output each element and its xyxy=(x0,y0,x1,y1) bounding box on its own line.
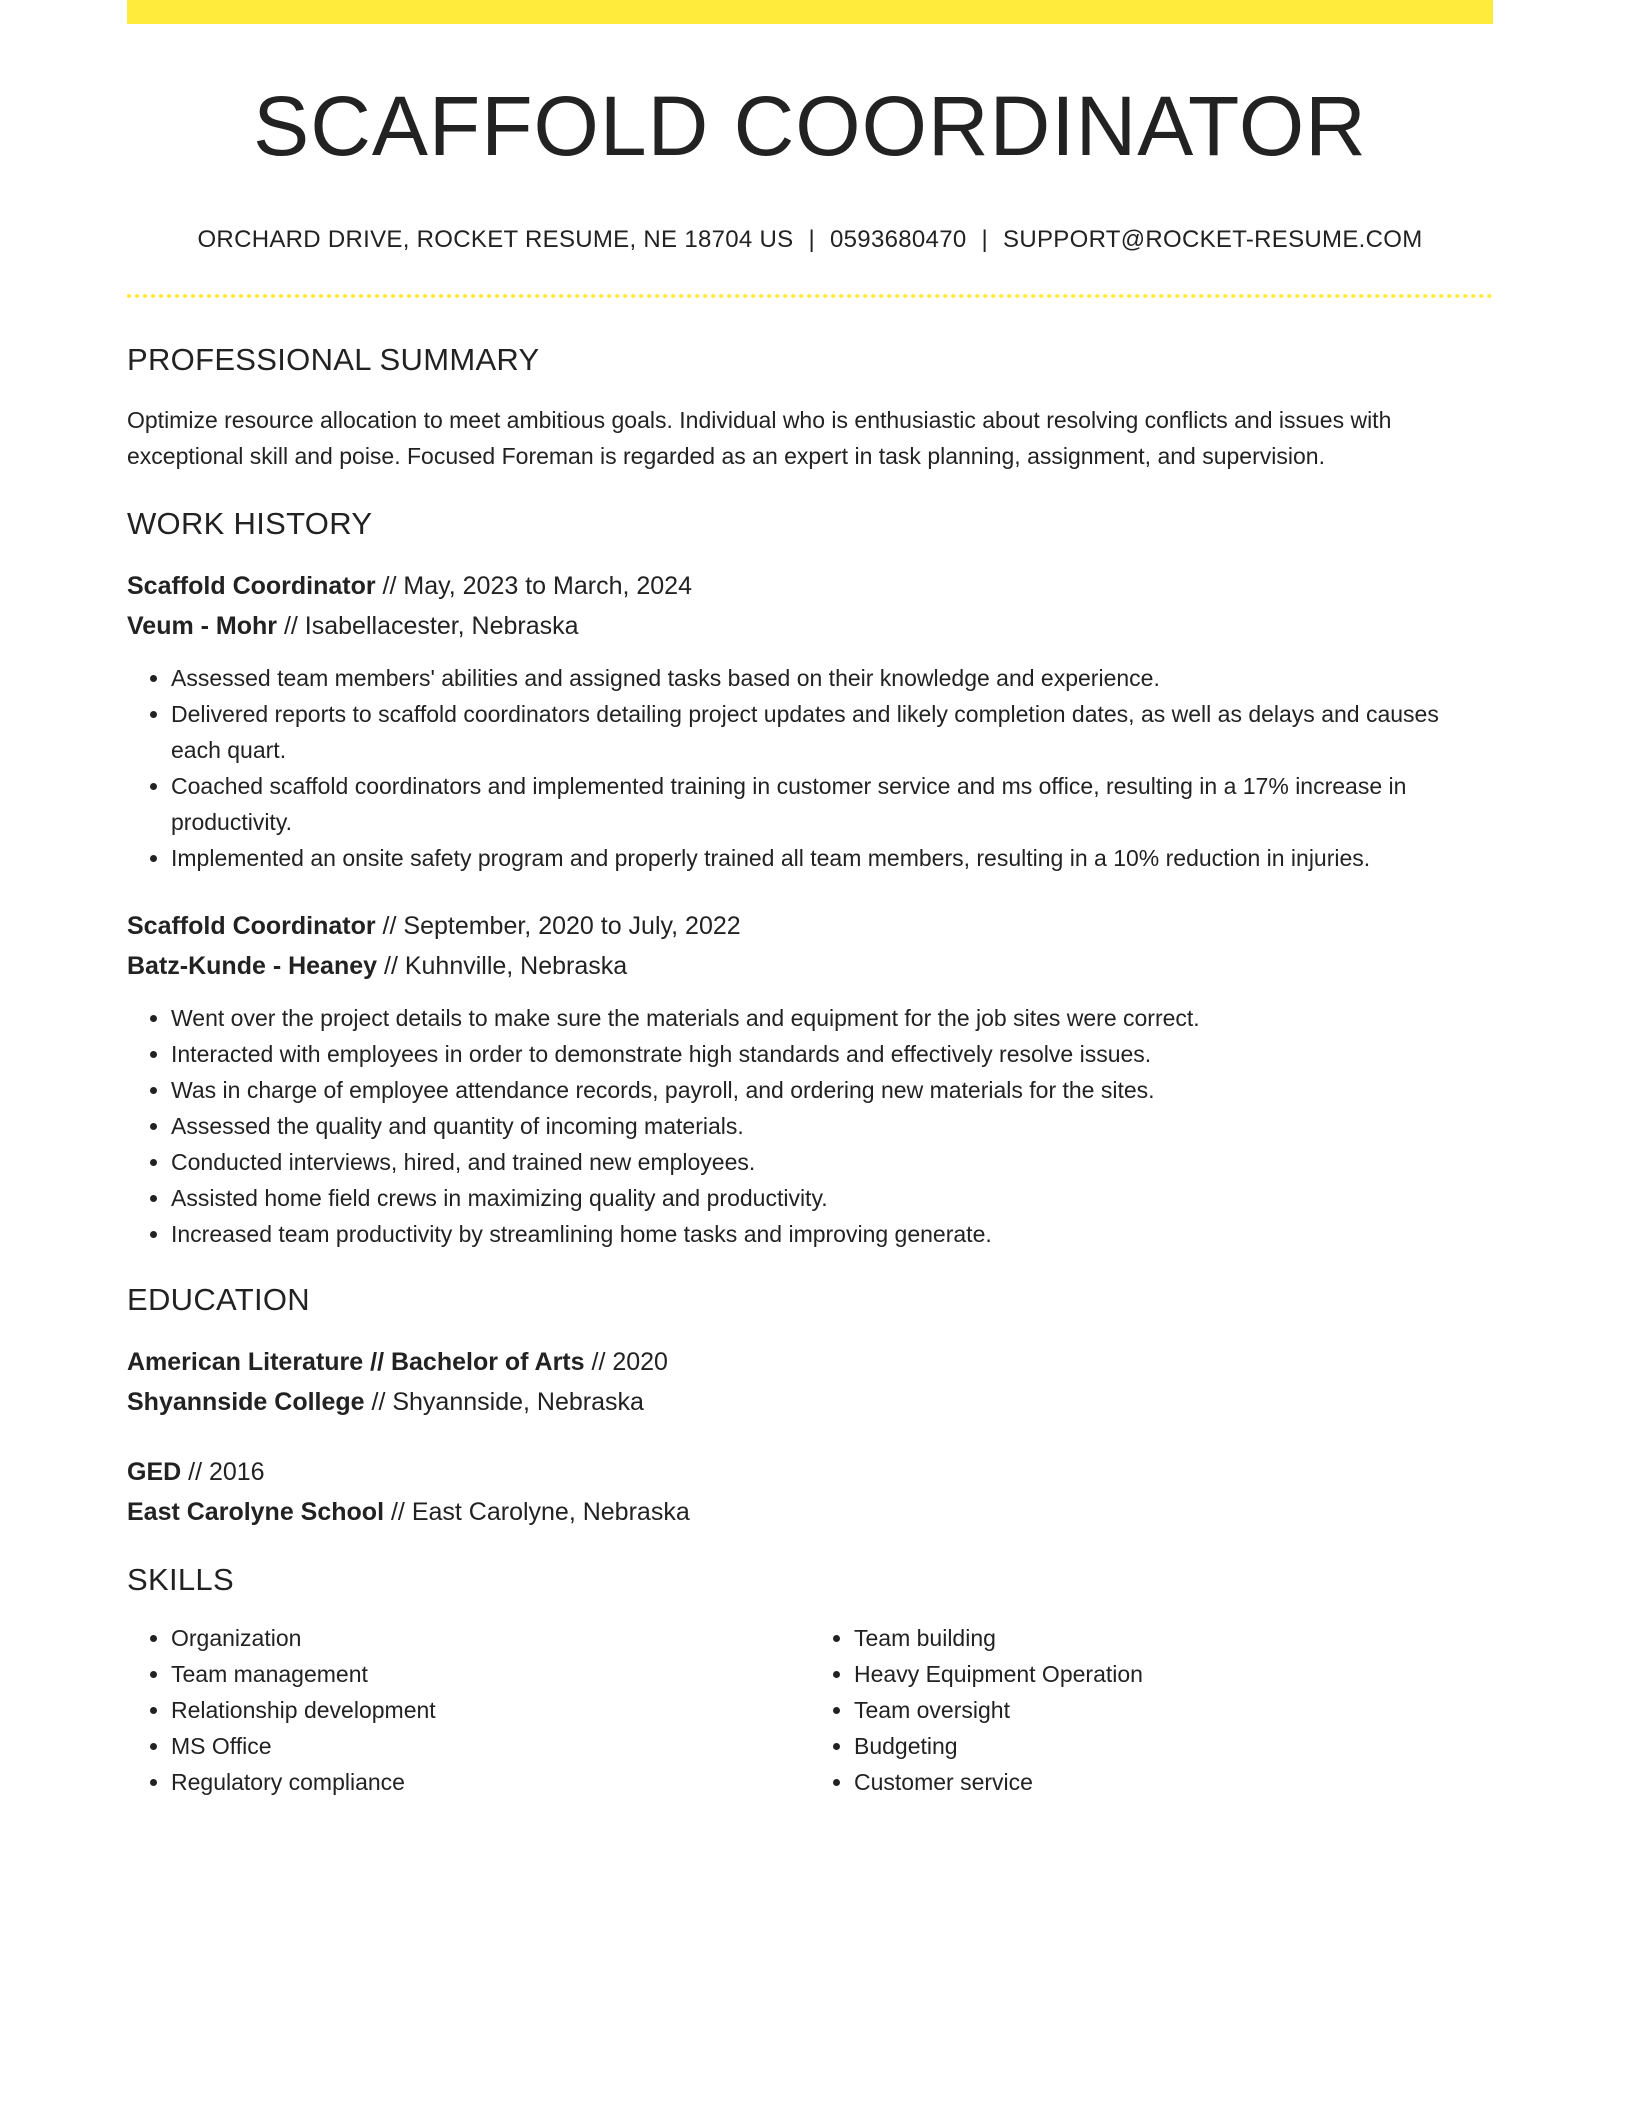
contact-email: SUPPORT@ROCKET-RESUME.COM xyxy=(1003,226,1423,253)
list-item: • Delivered reports to scaffold coordinators detailing project updates and likely completion dates, as well as delays and causes each quart. xyxy=(171,696,1493,768)
list-item: • Was in charge of employee attendance records, payroll, and ordering new materials for the sites. xyxy=(171,1072,1493,1108)
education-degree: American Literature // Bachelor of Arts xyxy=(127,1348,585,1376)
education-school-line xyxy=(127,1382,1493,1422)
list-item: • Implemented an onsite safety program and properly trained all team members, resulting in a 10% reduction in injuries. xyxy=(171,840,1493,876)
job-company: Veum - Mohr xyxy=(127,612,278,640)
job-role-line xyxy=(127,906,1493,946)
list-item: • MS Office xyxy=(171,1728,810,1764)
list-item: • Regulatory compliance xyxy=(171,1764,810,1800)
list-item: • Organization xyxy=(171,1620,810,1656)
list-item: • Increased team productivity by streamlining home tasks and improving generate. xyxy=(171,1216,1493,1252)
education-school-line xyxy=(127,1492,1493,1532)
list-item: • Heavy Equipment Operation xyxy=(854,1656,1493,1692)
list-item: • Team management xyxy=(171,1656,810,1692)
education-year: // 2020 xyxy=(584,1348,668,1376)
list-item: • Relationship development xyxy=(171,1692,810,1728)
education-school: East Carolyne School xyxy=(127,1498,385,1526)
job-bullets xyxy=(127,660,1493,876)
dotted-divider xyxy=(127,294,1493,298)
list-item: • Assisted home field crews in maximizing quality and productivity. xyxy=(171,1180,1493,1216)
summary-text: Optimize resource allocation to meet ambitious goals. Individual who is enthusiastic about resolving conflicts and issues with exceptional skill and poise. Focused Foreman is regarded as an expert in task planning, assignment, and supervision. xyxy=(127,407,1392,469)
contact-line xyxy=(127,226,1493,254)
section-title-summary: PROFESSIONAL SUMMARY xyxy=(127,342,540,377)
list-item: • Assessed team members' abilities and assigned tasks based on their knowledge and experience. xyxy=(171,660,1493,696)
list-item: • Team building xyxy=(854,1620,1493,1656)
job-dates: // September, 2020 to July, 2022 xyxy=(375,912,741,940)
list-item: • Customer service xyxy=(854,1764,1493,1800)
list-item: • Conducted interviews, hired, and trained new employees. xyxy=(171,1144,1493,1180)
education-location: // East Carolyne, Nebraska xyxy=(384,1498,690,1526)
top-accent-bar xyxy=(127,0,1493,24)
job-company: Batz-Kunde - Heaney xyxy=(127,952,378,980)
section-title-education: EDUCATION xyxy=(127,1282,310,1317)
contact-address: ORCHARD DRIVE, ROCKET RESUME, NE 18704 US xyxy=(197,226,794,253)
job-location: // Isabellacester, Nebraska xyxy=(277,612,579,640)
education-degree: GED xyxy=(127,1458,182,1486)
resume-title: SCAFFOLD COORDINATOR xyxy=(253,79,1367,173)
job-role: Scaffold Coordinator xyxy=(127,912,376,940)
education-degree-line xyxy=(127,1452,1493,1492)
contact-separator: | xyxy=(808,226,816,253)
education-school: Shyannside College xyxy=(127,1388,365,1416)
job-dates: // May, 2023 to March, 2024 xyxy=(375,572,692,600)
job-role-line xyxy=(127,566,1493,606)
job-role: Scaffold Coordinator xyxy=(127,572,376,600)
resume-page xyxy=(127,0,1493,1800)
list-item: • Interacted with employees in order to demonstrate high standards and effectively resolve issues. xyxy=(171,1036,1493,1072)
job-company-line xyxy=(127,606,1493,646)
list-item: • Assessed the quality and quantity of incoming materials. xyxy=(171,1108,1493,1144)
skills-column-right xyxy=(810,1620,1493,1800)
job-location: // Kuhnville, Nebraska xyxy=(377,952,628,980)
skills-column-left xyxy=(127,1620,810,1800)
skills-list xyxy=(127,1620,1493,1800)
list-item: • Team oversight xyxy=(854,1692,1493,1728)
section-title-work-history: WORK HISTORY xyxy=(127,506,373,541)
section-title-skills: SKILLS xyxy=(127,1562,234,1597)
education-entry xyxy=(127,1342,1493,1422)
job-bullets xyxy=(127,1000,1493,1252)
contact-separator: | xyxy=(981,226,989,253)
job-entry xyxy=(127,566,1493,876)
contact-phone: 0593680470 xyxy=(830,226,967,253)
list-item: • Went over the project details to make sure the materials and equipment for the job sites were correct. xyxy=(171,1000,1493,1036)
education-degree-line xyxy=(127,1342,1493,1382)
job-company-line xyxy=(127,946,1493,986)
education-year: // 2016 xyxy=(181,1458,265,1486)
education-entry xyxy=(127,1452,1493,1532)
job-entry xyxy=(127,906,1493,1252)
list-item: • Budgeting xyxy=(854,1728,1493,1764)
education-location: // Shyannside, Nebraska xyxy=(364,1388,644,1416)
list-item: • Coached scaffold coordinators and implemented training in customer service and ms office, resulting in a 17% increase in productivity. xyxy=(171,768,1493,840)
